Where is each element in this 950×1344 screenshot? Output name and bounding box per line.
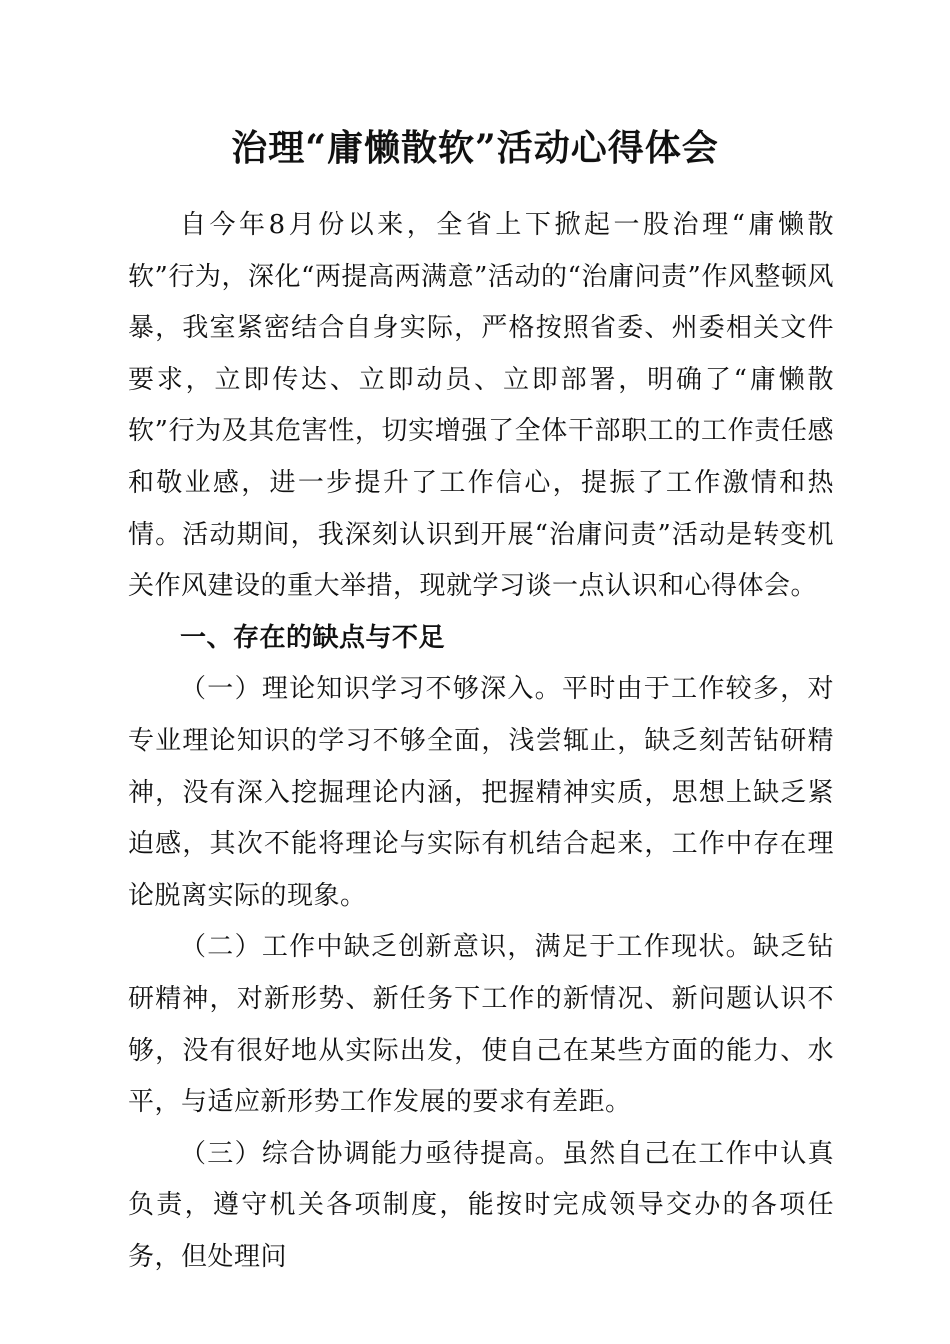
document-body — [128, 200, 834, 1283]
document-title: 治理“庸懒散软”活动心得体会 — [231, 127, 719, 169]
body-paragraph: （三）综合协调能力亟待提高。虽然自己在工作中认真负责，遵守机关各项制度，能按时完成领导交办的各项任务，但处理问 — [128, 1138, 834, 1272]
body-paragraph: （一）理论知识学习不够深入。平时由于工作较多，对专业理论知识的学习不够全面，浅尝辄止，缺乏刻苦钻研精神，没有深入挖掘理论内涵，把握精神实质，思想上缺乏紧迫感，其次不能将理论与实际有机结合起来，工作中存在理论脱离实际的现象。 — [128, 674, 834, 911]
section-heading: 一、存在的缺点与不足 — [180, 622, 446, 653]
intro-paragraph: 自今年8月份以来，全省上下掀起一股治理“庸懒散软”行为，深化“两提高两满意”活动的“治庸问责”作风整顿风暴，我室紧密结合自身实际，严格按照省委、州委相关文件要求，立即传达、立即动员、立即部署，明确了“庸懒散软”行为及其危害性，切实增强了全体干部职工的工作责任感和敬业感，进一步提升了工作信心，提振了工作激情和热情。活动期间，我深刻认识到开展“治庸问责”活动是转变机关作风建设的重大举措，现就学习谈一点认识和心得体会。 — [128, 210, 834, 602]
body-paragraph: （二）工作中缺乏创新意识，满足于工作现状。缺乏钻研精神，对新形势、新任务下工作的新情况、新问题认识不够，没有很好地从实际出发，使自己在某些方面的能力、水平，与适应新形势工作发展的要求有差距。 — [128, 932, 834, 1118]
